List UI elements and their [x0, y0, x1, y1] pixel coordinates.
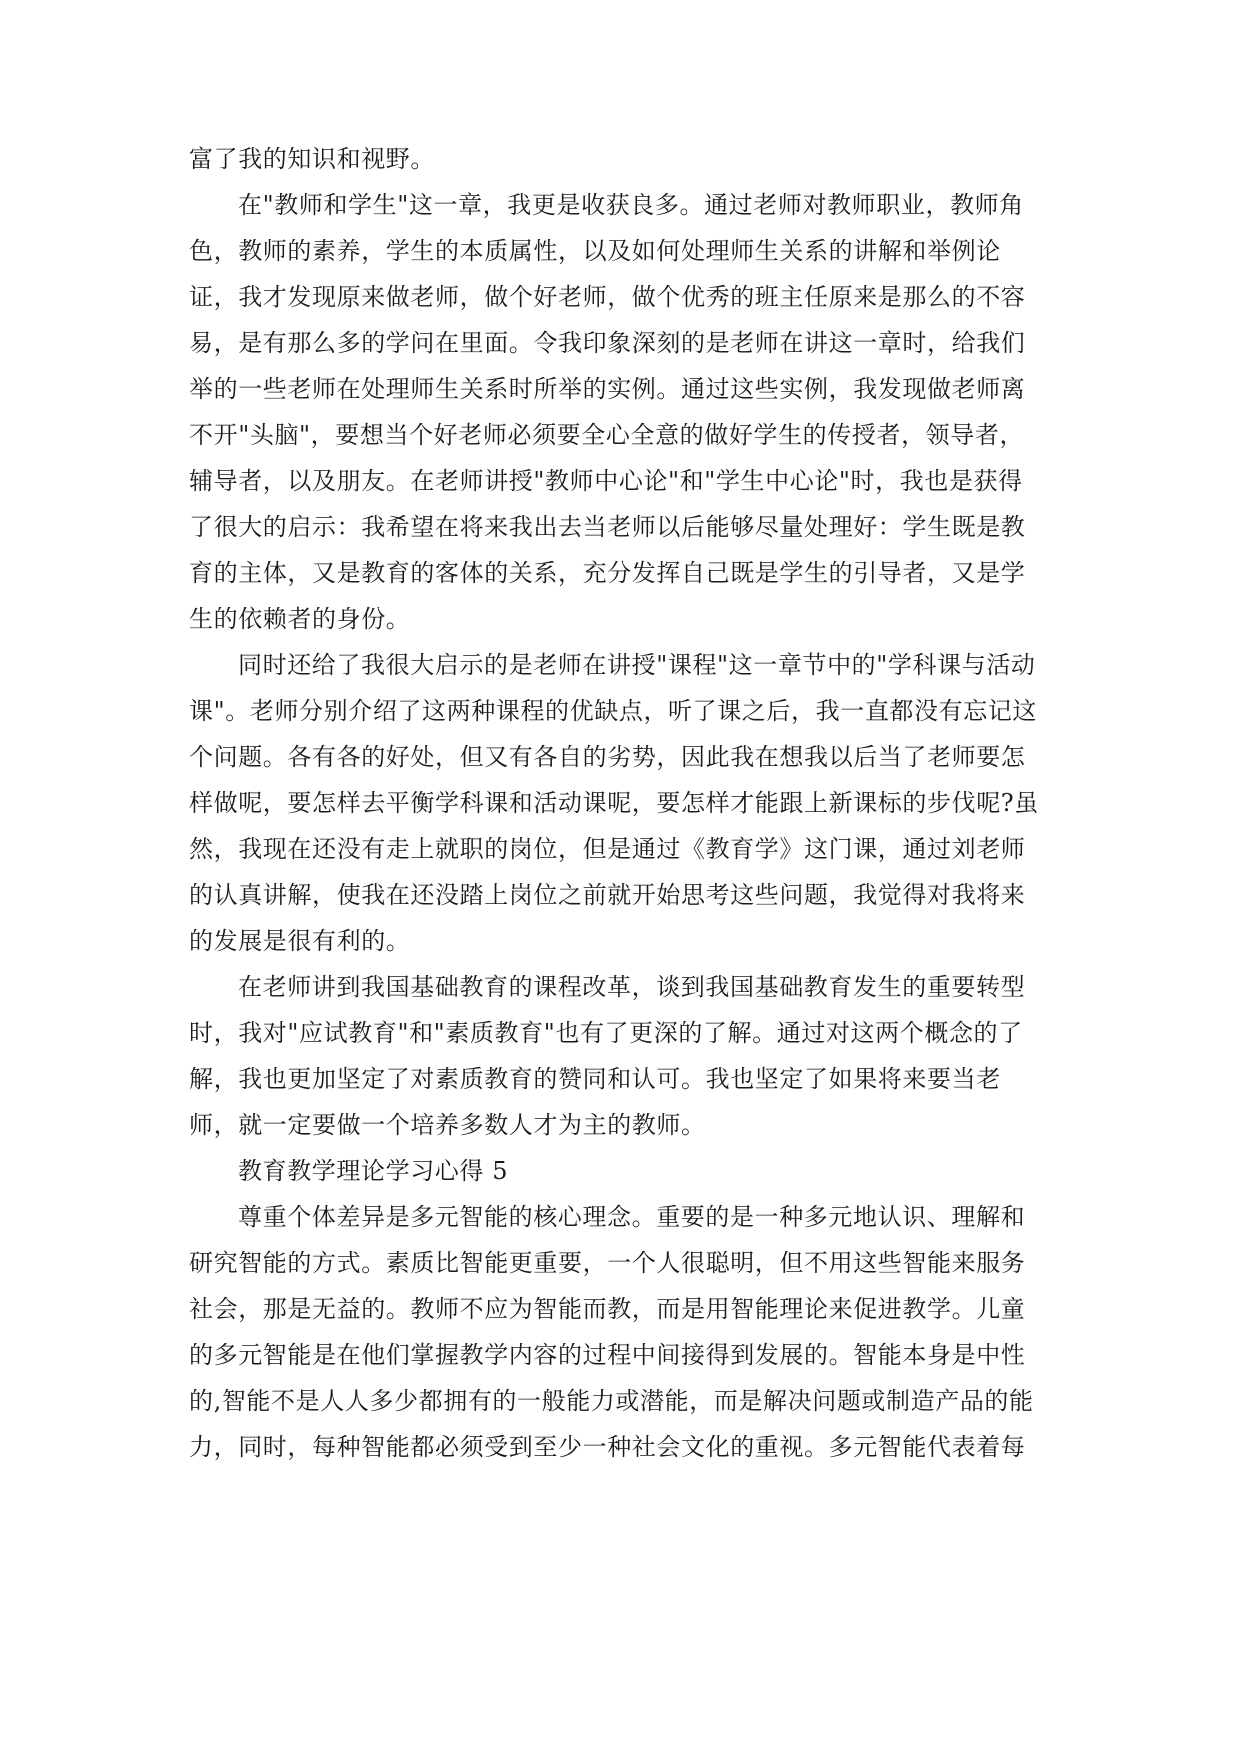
text-line: 色，教师的素养，学生的本质属性，以及如何处理师生关系的讲解和举例论: [189, 237, 1001, 265]
text-line: 解，我也更加坚定了对素质教育的赞同和认可。我也坚定了如果将来要当老: [189, 1065, 1001, 1093]
text-line: 富了我的知识和视野。: [189, 145, 435, 173]
text-line: 的认真讲解，使我在还没踏上岗位之前就开始思考这些问题，我觉得对我将来: [189, 881, 1026, 909]
text-line: 时，我对"应试教育"和"素质教育"也有了更深的了解。通过对这两个概念的了: [189, 1019, 1023, 1047]
text-line: 的,智能不是人人多少都拥有的一般能力或潜能，而是解决问题或制造产品的能: [189, 1387, 1034, 1415]
text-line: 举的一些老师在处理师生关系时所举的实例。通过这些实例，我发现做老师离: [189, 375, 1026, 403]
text-line: 社会，那是无益的。教师不应为智能而教，而是用智能理论来促进教学。儿童: [189, 1295, 1026, 1323]
text-line: 样做呢，要怎样去平衡学科课和活动课呢，要怎样才能跟上新课标的步伐呢?虽: [189, 789, 1039, 817]
text-line: 个问题。各有各的好处，但又有各自的劣势，因此我在想我以后当了老师要怎: [189, 743, 1026, 771]
text-line: 的多元智能是在他们掌握教学内容的过程中间接得到发展的。智能本身是中性: [189, 1341, 1026, 1369]
text-line: 不开"头脑"，要想当个好老师必须要全心全意的做好学生的传授者，领导者，: [189, 421, 1025, 449]
text-line: 证，我才发现原来做老师，做个好老师，做个优秀的班主任原来是那么的不容: [189, 283, 1026, 311]
paragraph-start-line: 在老师讲到我国基础教育的课程改革，谈到我国基础教育发生的重要转型: [238, 973, 1026, 1001]
text-line: 研究智能的方式。素质比智能更重要，一个人很聪明，但不用这些智能来服务: [189, 1249, 1026, 1277]
text-line: 辅导者，以及朋友。在老师讲授"教师中心论"和"学生中心论"时，我也是获得: [189, 467, 1023, 495]
text-line: 的发展是很有利的。: [189, 927, 411, 955]
text-line: 课"。老师分别介绍了这两种课程的优缺点，听了课之后，我一直都没有忘记这: [189, 697, 1038, 725]
text-line: 育的主体，又是教育的客体的关系，充分发挥自己既是学生的引导者，又是学: [189, 559, 1026, 587]
paragraph-start-line: 在"教师和学生"这一章，我更是收获良多。通过老师对教师职业，教师角: [238, 191, 1024, 219]
paragraph-start-line: 尊重个体差异是多元智能的核心理念。重要的是一种多元地认识、理解和: [238, 1203, 1026, 1231]
paragraph-start-line: 同时还给了我很大启示的是老师在讲授"课程"这一章节中的"学科课与活动: [238, 651, 1036, 679]
text-line: 师，就一定要做一个培养多数人才为主的教师。: [189, 1111, 706, 1139]
text-line: 力，同时，每种智能都必须受到至少一种社会文化的重视。多元智能代表着每: [189, 1433, 1026, 1461]
text-line: 了很大的启示：我希望在将来我出去当老师以后能够尽量处理好：学生既是教: [189, 513, 1026, 541]
text-line: 易，是有那么多的学问在里面。令我印象深刻的是老师在讲这一章时，给我们: [189, 329, 1026, 357]
text-line: 生的依赖者的身份。: [189, 605, 411, 633]
text-line: 然，我现在还没有走上就职的岗位，但是通过《教育学》这门课，通过刘老师: [189, 835, 1026, 863]
section-heading: 教育教学理论学习心得 5: [238, 1157, 509, 1185]
